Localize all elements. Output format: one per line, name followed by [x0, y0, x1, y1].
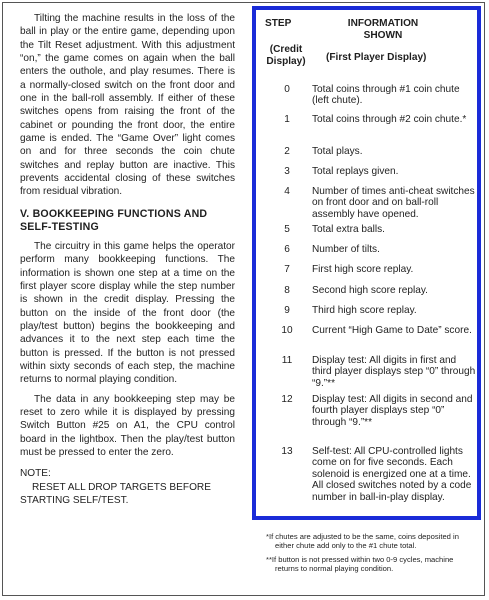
- step-number: 2: [284, 146, 290, 157]
- step-number: 13: [281, 446, 293, 457]
- step-info: Total coins through #1 coin chute (left chute).: [312, 84, 460, 107]
- header-first-player-display: (First Player Display): [326, 52, 427, 63]
- step-number: 11: [281, 355, 293, 366]
- footnote-coin-chutes: *If chutes are adjusted to be the same, coins deposited in either chute add only to the #1 chute total.: [266, 532, 459, 550]
- step-number: 1: [284, 114, 290, 125]
- note-title: NOTE:: [20, 468, 51, 480]
- step-number: 0: [284, 84, 290, 95]
- step-info: Display test: All digits in first and third player displays step “0” through “9.”**: [312, 355, 476, 389]
- step-info: First high score replay.: [312, 264, 414, 275]
- step-number: 7: [284, 264, 290, 275]
- step-number: 4: [284, 186, 290, 197]
- step-info: Total plays.: [312, 146, 363, 157]
- left-column: [20, 12, 235, 507]
- circuitry-paragraph: The circuitry in this game helps the operator perform many bookkeeping functions. The information is shown one step at a time on the first player score display while the step number is shown in the credit display. Pressing the button on the inside of the front door (the play/test button) begins the bookkeeping and advances it to the next step each time the button is pressed. If the button is not pressed within sixty seconds of each step, the machine returns to normal playing condition.: [20, 240, 235, 386]
- step-info: Second high score replay.: [312, 285, 428, 296]
- step-number: 9: [284, 305, 290, 316]
- footnotes: [266, 532, 476, 578]
- step-info: Third high score replay.: [312, 305, 417, 316]
- step-info: Number of tilts.: [312, 244, 380, 255]
- step-number: 8: [284, 285, 290, 296]
- step-number: 10: [281, 325, 293, 336]
- step-info: Self-test: All CPU-controlled lights come on for five seconds. Each solenoid is energized one at a time. All closed switches noted by a code number in ball-in-play display.: [312, 446, 472, 503]
- step-number: 12: [281, 394, 293, 405]
- note-body: RESET ALL DROP TARGETS BEFORE STARTING SELF/TEST.: [20, 481, 211, 506]
- step-info: Total extra balls.: [312, 224, 385, 235]
- section-heading: V. BOOKKEEPING FUNCTIONS AND SELF-TESTING: [20, 207, 208, 233]
- step-info: Display test: All digits in second and fourth player displays step “0” through “9.”**: [312, 394, 473, 428]
- tilt-paragraph: Tilting the machine results in the loss of the ball in play or the entire game, depending upon the Tilt Reset adjustment. With this adjustment “on,” the game comes on again when the ball enters the outhole, and play resumes. There is a normally-closed switch on the front door and one in the ball-roll assembly. If either of these switches opens from raising the front of the cabinet or pounding the front door, the entire game is ended. The “Game Over” light comes on and for three seconds the coin chute switches and replay button are inactive. This prevents accidental closing of these switches from residual vibration.: [20, 13, 235, 198]
- step-info: Current “High Game to Date” score.: [312, 325, 472, 336]
- step-number: 5: [284, 224, 290, 235]
- step-info: Total coins through #2 coin chute.*: [312, 114, 467, 125]
- bookkeeping-steps-box: [252, 6, 481, 520]
- step-info: Number of times anti-cheat switches on front door and on ball-roll assembly have opened.: [312, 186, 475, 220]
- header-information-shown: INFORMATION SHOWN: [347, 18, 419, 41]
- step-number: 3: [284, 166, 290, 177]
- header-credit-display: (Credit Display): [266, 44, 306, 67]
- reset-paragraph: The data in any bookkeeping step may be reset to zero while it is displayed by pressing Switch Button #25 on A1, the CPU control board in the lightbox. Then the play/test button must be pressed to enter the zero.: [20, 393, 235, 458]
- header-step: STEP: [265, 18, 292, 29]
- step-info: Total replays given.: [312, 166, 399, 177]
- footnote-display-test: **If button is not pressed within two 0-9 cycles, machine returns to normal playing condition.: [266, 555, 454, 573]
- step-number: 6: [284, 244, 290, 255]
